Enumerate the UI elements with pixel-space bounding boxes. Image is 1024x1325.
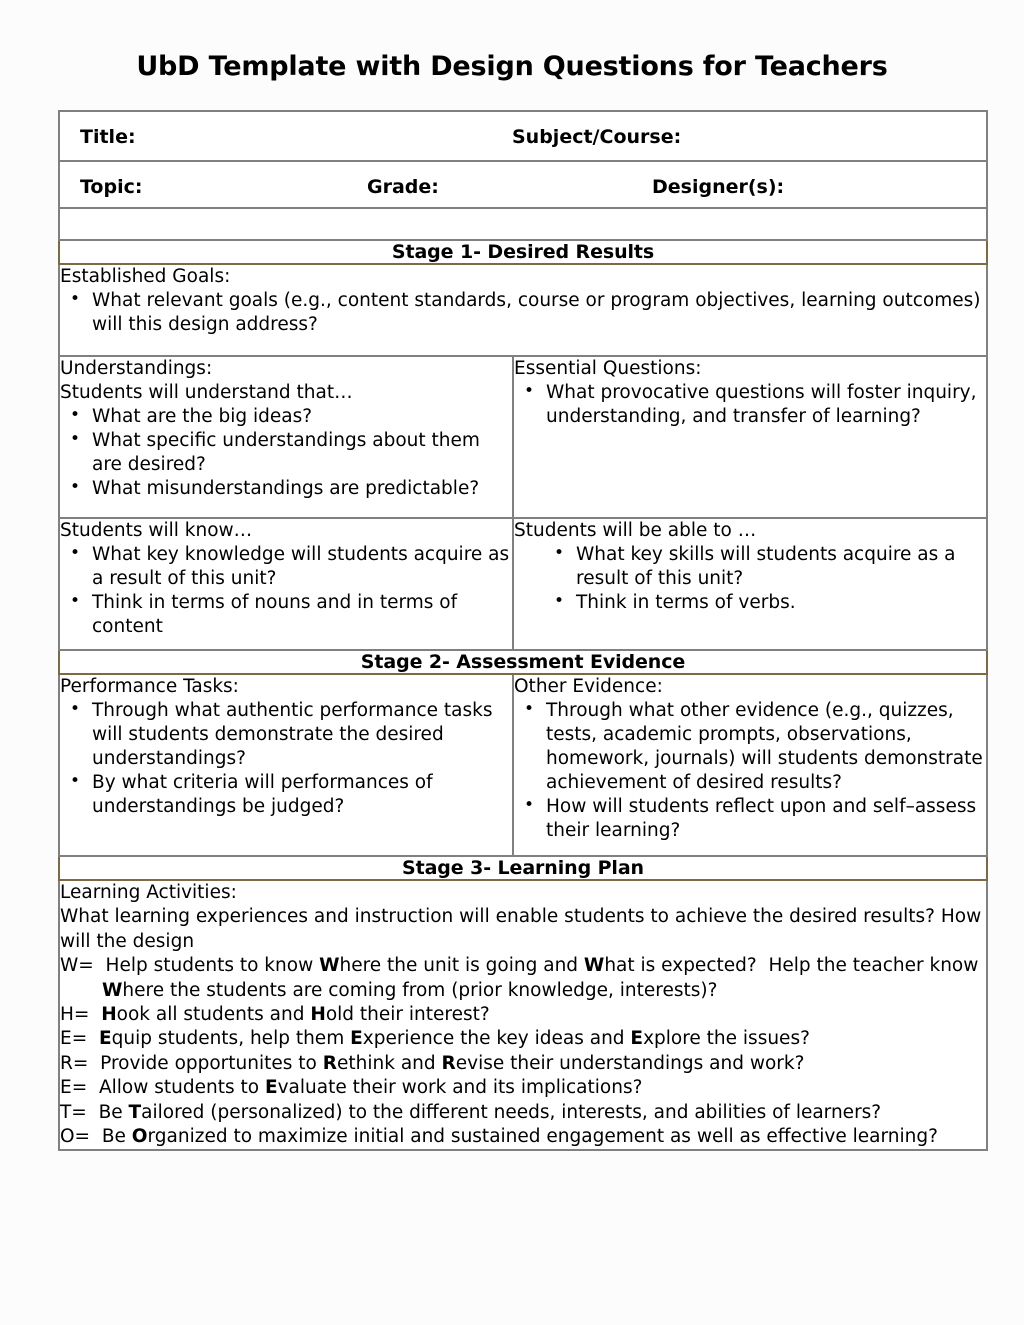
understandings-cell [59, 356, 513, 518]
whereto-emphasis: E [630, 1028, 644, 1050]
whereto-line [60, 1076, 986, 1100]
list-item: • Think in terms of verbs. [514, 591, 986, 615]
whereto-text: hat is expected? Help the teacher know [604, 955, 979, 977]
whereto-emphasis: E [98, 1028, 112, 1050]
whereto-text: old their interest? [325, 1004, 490, 1026]
whereto-key: E= [60, 1077, 88, 1099]
whereto-emphasis: O [131, 1126, 148, 1148]
header-row-topic-grade-designer [59, 161, 987, 208]
other-evidence-heading: Other Evidence: [514, 676, 663, 697]
table-row-stage2-band [59, 650, 987, 674]
whereto-emphasis: H [101, 1004, 117, 1026]
whereto-text: Provide opportunites to [88, 1052, 323, 1074]
essential-questions-heading: Essential Questions: [514, 358, 702, 379]
whereto-emphasis: T [128, 1101, 142, 1123]
whereto-text: ook all students and [116, 1004, 311, 1026]
whereto-key: H= [60, 1004, 90, 1026]
whereto-text: Be [86, 1101, 129, 1123]
students-will-know-list [60, 543, 512, 639]
stage-3-header: Stage 3- Learning Plan [59, 856, 987, 880]
whereto-text: rganized to maximize initial and sustained engagement as well as effective learning? [147, 1126, 938, 1148]
list-item: • By what criteria will performances of understandings be judged? [60, 771, 512, 819]
whereto-text: here the students are coming from (prior knowledge, interests)? [122, 979, 718, 1001]
whereto-text: xperience the key ideas and [362, 1028, 631, 1050]
students-will-be-able-to-cell [513, 518, 987, 650]
whereto-emphasis: W [102, 979, 123, 1001]
whereto-text [89, 1004, 101, 1025]
learning-plan-cell [59, 880, 987, 1150]
students-will-know-cell [59, 518, 513, 650]
list-item: • Think in terms of nouns and in terms of content [60, 591, 512, 639]
whereto-text: here the unit is going and [339, 955, 584, 977]
title-label: Title: [80, 126, 136, 148]
header-row-title-subject [59, 111, 987, 161]
topic-label: Topic: [80, 176, 143, 198]
table-row-title [59, 111, 987, 161]
whereto-text: valuate their work and its implications? [277, 1077, 643, 1099]
whereto-key: O= [60, 1126, 91, 1148]
list-item: • How will students reflect upon and self–assess their learning? [514, 795, 986, 843]
table-row-learning-plan [59, 880, 987, 1150]
whereto-emphasis: W [583, 955, 605, 977]
whereto-key: E= [60, 1028, 88, 1050]
list-item: • Through what other evidence (e.g., quizzes, tests, academic prompts, observations, homework, journals) will students demonstrate achievement of desired results? [514, 699, 986, 795]
whereto-text: ailored (personalized) to the different needs, interests, and abilities of learners? [141, 1101, 882, 1123]
whereto-key: W= [60, 955, 94, 977]
whereto-line [60, 1125, 986, 1149]
table-row-assessment [59, 674, 987, 856]
whereto-line [60, 954, 986, 978]
whereto-emphasis: R [322, 1052, 337, 1074]
whereto-text: Be [90, 1126, 132, 1148]
other-evidence-list [514, 699, 986, 843]
whereto-continuation [60, 979, 986, 1003]
students-will-be-able-to-list [514, 543, 986, 615]
whereto-text: quip students, help them [111, 1028, 351, 1050]
list-item: • What misunderstandings are predictable? [60, 477, 512, 501]
whereto-emphasis: H [310, 1004, 326, 1026]
table-row-understandings [59, 356, 987, 518]
essential-questions-cell [513, 356, 987, 518]
list-item: • What key knowledge will students acquire as a result of this unit? [60, 543, 512, 591]
whereto-list [60, 954, 986, 1149]
whereto-text: Help students to know [93, 955, 320, 977]
list-item: • Through what authentic performance tasks will students demonstrate the desired understandings? [60, 699, 512, 771]
table-row-stage1-band [59, 240, 987, 264]
list-item: • What key skills will students acquire as a result of this unit? [514, 543, 986, 591]
whereto-key: T= [60, 1101, 87, 1123]
whereto-emphasis: R [441, 1052, 456, 1074]
performance-tasks-cell [59, 674, 513, 856]
whereto-text: xplore the issues? [643, 1028, 810, 1050]
page-title: UbD Template with Design Questions for Teachers [136, 51, 888, 82]
table-row-topic [59, 161, 987, 208]
subject-course-label: Subject/Course: [512, 126, 682, 148]
whereto-line [60, 1052, 986, 1076]
list-item: • What provocative questions will foster inquiry, understanding, and transfer of learning? [514, 381, 986, 429]
ubd-template-table [58, 110, 988, 1151]
students-will-be-able-to-heading: Students will be able to … [514, 520, 757, 541]
understandings-heading: Understandings: [60, 358, 213, 379]
stage-1-header: Stage 1- Desired Results [59, 240, 987, 264]
table-row-established-goals [59, 264, 987, 356]
performance-tasks-list [60, 699, 512, 819]
table-row-students-know [59, 518, 987, 650]
table-row-spacer [59, 208, 987, 240]
established-goals-list [60, 289, 986, 337]
learning-activities-intro: What learning experiences and instruction will enable students to achieve the desired results? How will the design [60, 906, 982, 952]
established-goals-heading: Established Goals: [60, 266, 231, 287]
performance-tasks-heading: Performance Tasks: [60, 676, 239, 697]
understandings-list [60, 405, 512, 501]
list-item: • What are the big ideas? [60, 405, 512, 429]
designers-label: Designer(s): [652, 176, 785, 198]
whereto-emphasis: E [350, 1028, 363, 1050]
whereto-line [60, 1003, 986, 1027]
whereto-emphasis: W [319, 955, 340, 977]
whereto-emphasis: E [264, 1077, 278, 1099]
other-evidence-cell [513, 674, 987, 856]
list-item: • What specific understandings about them are desired? [60, 429, 512, 477]
spacer-cell [59, 208, 987, 240]
whereto-text: ethink and [337, 1052, 442, 1074]
grade-label: Grade: [367, 176, 439, 198]
students-will-know-heading: Students will know… [60, 520, 253, 541]
stage-2-header: Stage 2- Assessment Evidence [59, 650, 987, 674]
whereto-text [87, 1028, 99, 1049]
whereto-line [60, 1027, 986, 1051]
learning-activities-heading: Learning Activities: [60, 882, 237, 903]
understandings-lead: Students will understand that… [60, 382, 353, 404]
table-row-stage3-band [59, 856, 987, 880]
whereto-text: evise their understandings and work? [455, 1052, 805, 1074]
list-item: • What relevant goals (e.g., content standards, course or program objectives, learning outcomes) will this design address? [60, 289, 986, 337]
whereto-key: R= [60, 1052, 89, 1074]
essential-questions-list [514, 381, 986, 429]
whereto-text: Allow students to [87, 1077, 265, 1099]
established-goals-cell [59, 264, 987, 356]
whereto-line [60, 1101, 986, 1125]
